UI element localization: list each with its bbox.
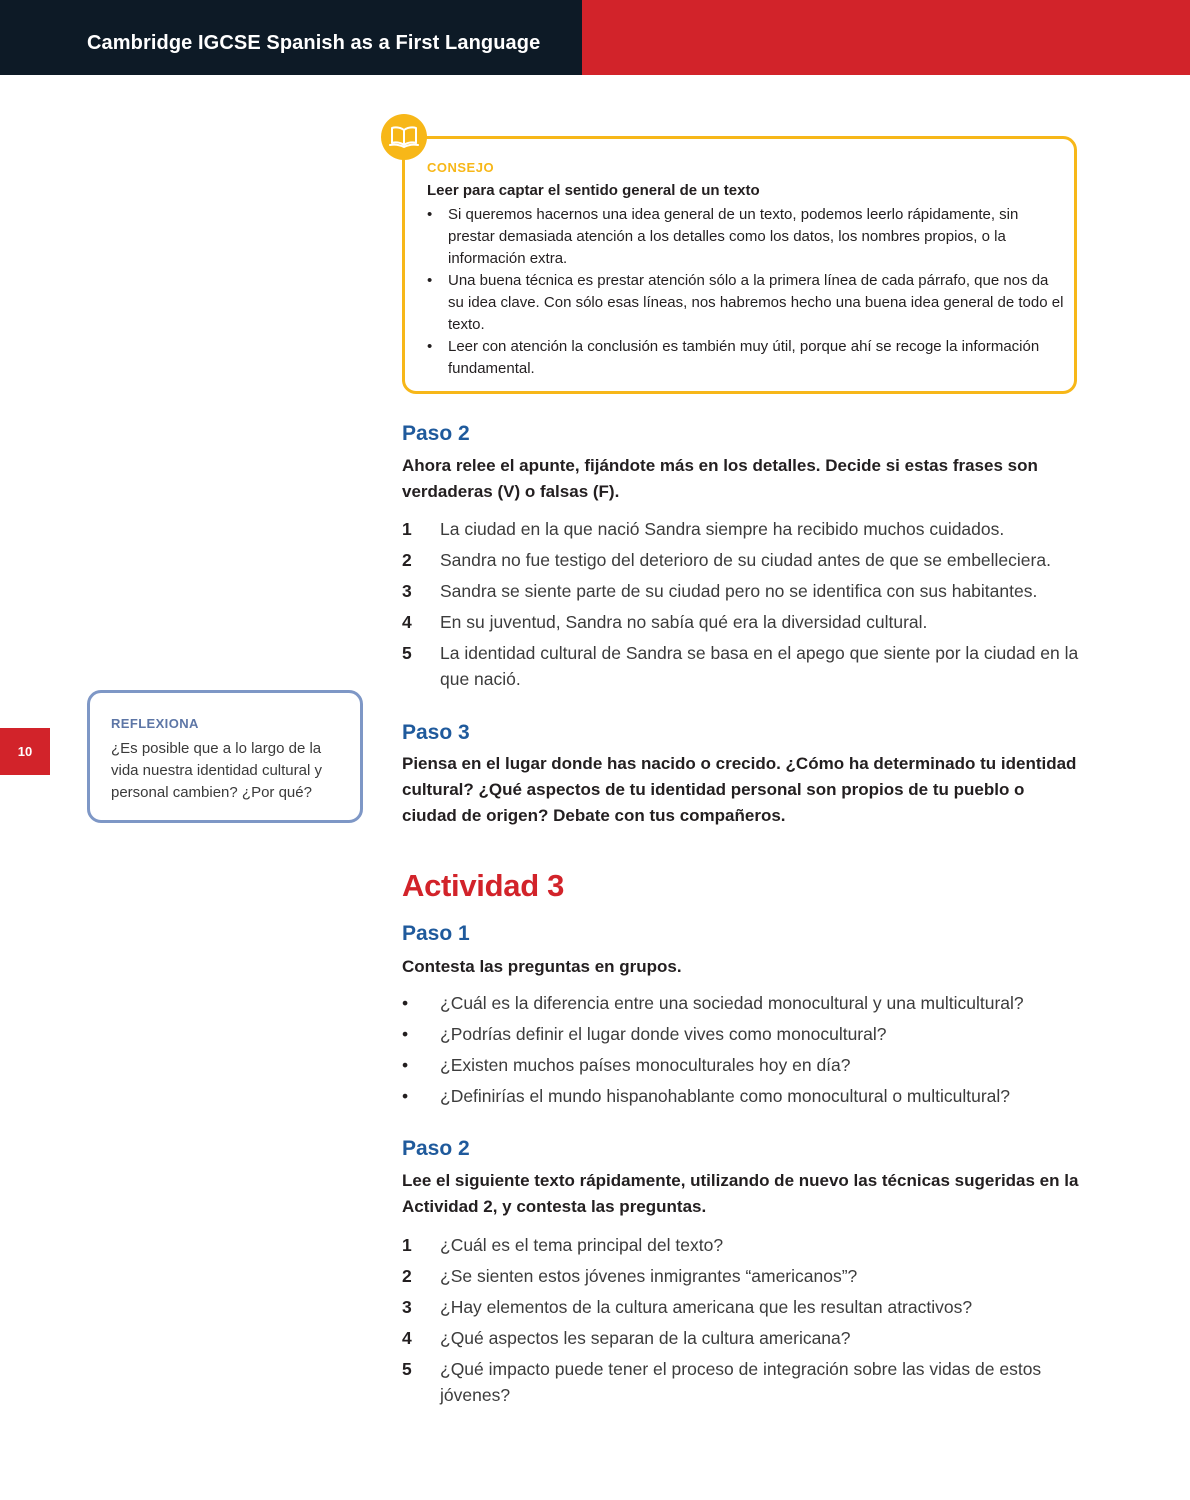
list-item <box>402 1356 1082 1408</box>
list-item <box>402 1294 1082 1320</box>
list-item <box>402 1232 1082 1258</box>
list-item <box>402 578 1082 604</box>
item-text: Sandra no fue testigo del deterioro de su ciudad antes de que se embelleciera. <box>440 550 1051 570</box>
tip-list <box>427 204 1067 380</box>
item-number: 3 <box>402 1297 412 1317</box>
act3-paso1-heading: Paso 1 <box>402 922 470 945</box>
item-text: En su juventud, Sandra no sabía qué era la diversidad cultural. <box>440 612 928 632</box>
list-item <box>402 1325 1082 1351</box>
open-book-icon <box>381 114 427 160</box>
item-text: ¿Se sienten estos jóvenes inmigrantes “americanos”? <box>440 1266 858 1286</box>
item-text: ¿Definirías el mundo hispanohablante como monocultural o multicultural? <box>440 1086 1011 1106</box>
list-item <box>402 1083 1082 1109</box>
item-text: La identidad cultural de Sandra se basa en el apego que siente por la ciudad en la que nació. <box>440 643 1079 689</box>
item-number: 5 <box>402 643 412 663</box>
reading-questions-list <box>402 1232 1082 1413</box>
item-number: 4 <box>402 1328 412 1348</box>
paso2-instruction: Ahora relee el apunte, fijándote más en los detalles. Decide si estas frases son verdaderas (V) o falsas (F). <box>402 456 1038 501</box>
item-text: ¿Hay elementos de la cultura americana que les resultan atractivos? <box>440 1297 973 1317</box>
bullet: • <box>402 1024 409 1044</box>
reflection-label: REFLEXIONA <box>111 716 199 731</box>
header-accent-bar <box>582 0 1190 75</box>
act3-paso2-instruction: Lee el siguiente texto rápidamente, utilizando de nuevo las técnicas sugeridas en la Actividad 2, y contesta las preguntas. <box>402 1171 1079 1216</box>
item-text: ¿Cuál es el tema principal del texto? <box>440 1235 724 1255</box>
item-number: 2 <box>402 1266 412 1286</box>
paso3-instruction: Piensa en el lugar donde has nacido o crecido. ¿Cómo ha determinado tu identidad cultural? ¿Qué aspectos de tu identidad personal son propios de tu pueblo o ciudad de origen? Debate con tus compañeros. <box>402 754 1077 825</box>
list-item <box>402 1263 1082 1289</box>
item-text: ¿Qué aspectos les separan de la cultura americana? <box>440 1328 851 1348</box>
page-number: 10 <box>0 728 50 775</box>
item-text: ¿Podrías definir el lugar donde vives como monocultural? <box>440 1024 887 1044</box>
list-item <box>402 1021 1082 1047</box>
tip-item: • Una buena técnica es prestar atención sólo a la primera línea de cada párrafo, que nos da su idea clave. Con sólo esas líneas, nos habremos hecho una buena idea general de todo el texto. <box>427 270 1067 336</box>
book-title: Cambridge IGCSE Spanish as a First Language <box>87 32 541 54</box>
act3-paso2-heading: Paso 2 <box>402 1137 470 1160</box>
item-text: Sandra se siente parte de su ciudad pero no se identifica con sus habitantes. <box>440 581 1038 601</box>
item-text: ¿Cuál es la diferencia entre una sociedad monocultural y una multicultural? <box>440 993 1024 1013</box>
bullet: • <box>402 1086 409 1106</box>
activity-heading: Actividad 3 <box>402 868 565 903</box>
bullet: • <box>402 1055 409 1075</box>
item-number: 4 <box>402 612 412 632</box>
discussion-questions-list <box>402 990 1082 1114</box>
item-text: ¿Existen muchos países monoculturales hoy en día? <box>440 1055 851 1075</box>
list-item <box>402 609 1082 635</box>
item-number: 1 <box>402 1235 412 1255</box>
item-text: La ciudad en la que nació Sandra siempre ha recibido muchos cuidados. <box>440 519 1005 539</box>
item-number: 2 <box>402 550 412 570</box>
paso3-heading: Paso 3 <box>402 721 470 744</box>
tip-label: CONSEJO <box>427 160 495 175</box>
true-false-list <box>402 516 1082 697</box>
bullet: • <box>402 993 409 1013</box>
list-item <box>402 547 1082 573</box>
item-number: 3 <box>402 581 412 601</box>
act3-paso1-instruction: Contesta las preguntas en grupos. <box>402 957 682 976</box>
list-item <box>402 640 1082 692</box>
list-item <box>402 990 1082 1016</box>
list-item <box>402 516 1082 542</box>
item-number: 5 <box>402 1359 412 1379</box>
paso2-heading: Paso 2 <box>402 422 470 445</box>
item-text: ¿Qué impacto puede tener el proceso de integración sobre las vidas de estos jóvenes? <box>440 1359 1042 1405</box>
list-item <box>402 1052 1082 1078</box>
tip-title: Leer para captar el sentido general de un texto <box>427 182 760 199</box>
item-number: 1 <box>402 519 412 539</box>
tip-item: • Leer con atención la conclusión es también muy útil, porque ahí se recoge la información fundamental. <box>427 336 1067 380</box>
tip-item: • Si queremos hacernos una idea general de un texto, podemos leerlo rápidamente, sin prestar demasiada atención a los detalles como los datos, los nombres propios, o la información extra. <box>427 204 1067 270</box>
reflection-text: ¿Es posible que a lo largo de la vida nuestra identidad cultural y personal cambien? ¿Por qué? <box>111 740 322 801</box>
